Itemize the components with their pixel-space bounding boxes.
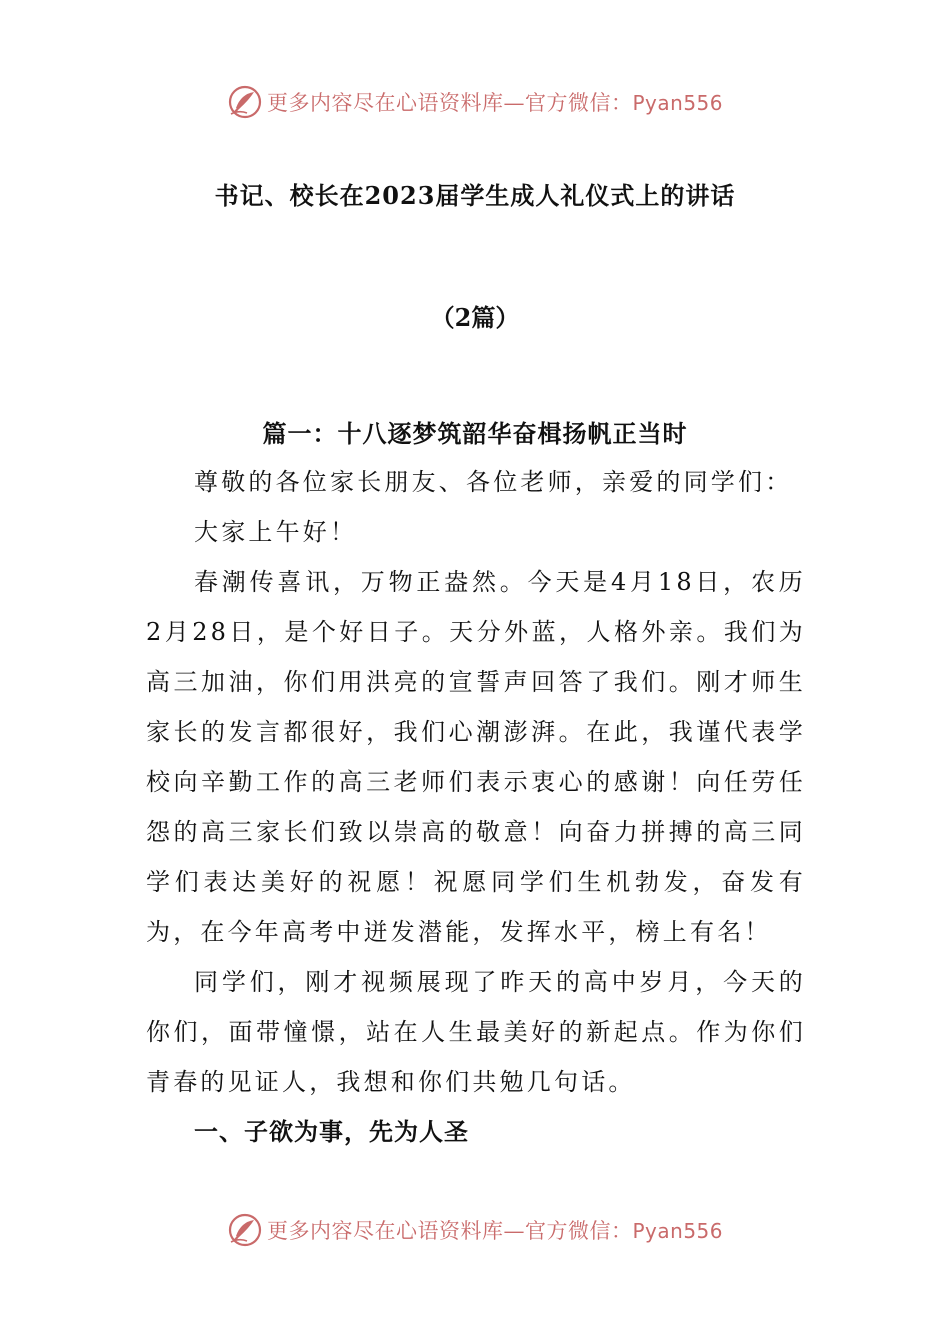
paragraph-intro: 同学们，刚才视频展现了昨天的高中岁月，今天的你们，面带憧憬，站在人生最美好的新起点。作为你们青春的见证人，我想和你们共勉几句话。 <box>146 968 806 1096</box>
watermark-text: 更多内容尽在心语资料库—官方微信：Pyan556 <box>266 91 723 115</box>
pen-logo-icon <box>227 1212 263 1248</box>
pen-logo-icon <box>227 84 263 120</box>
paragraph-salutation: 尊敬的各位家长朋友、各位老师，亲爱的同学们： <box>194 468 793 496</box>
body-heading-1: 一、子欲为事，先为人圣 <box>194 1117 469 1146</box>
section-title: 篇一：十八逐梦筑韶华奋楫扬帆正当时 <box>262 419 688 448</box>
document-subtitle: （2篇） <box>430 303 520 332</box>
document-body <box>146 457 806 1157</box>
document-title: 书记、校长在2023届学生成人礼仪式上的讲话 <box>214 181 736 210</box>
watermark-text: 更多内容尽在心语资料库—官方微信：Pyan556 <box>266 1219 723 1243</box>
watermark-footer <box>0 1210 950 1250</box>
paragraph-greeting: 大家上午好！ <box>194 518 358 546</box>
watermark-header <box>0 82 950 122</box>
paragraph-opening: 春潮传喜讯，万物正盎然。今天是4月18日，农历2月28日，是个好日子。天分外蓝，人格外亲。我们为高三加油，你们用洪亮的宣誓声回答了我们。刚才师生家长的发言都很好，我们心潮澎湃。在此，我谨代表学校向辛勤工作的高三老师们表示衷心的感谢！向任劳任怨的高三家长们致以崇高的敬意！向奋力拼搏的高三同学们表达美好的祝愿！祝愿同学们生机勃发，奋发有为，在今年高考中迸发潜能，发挥水平，榜上有名！ <box>146 568 806 946</box>
